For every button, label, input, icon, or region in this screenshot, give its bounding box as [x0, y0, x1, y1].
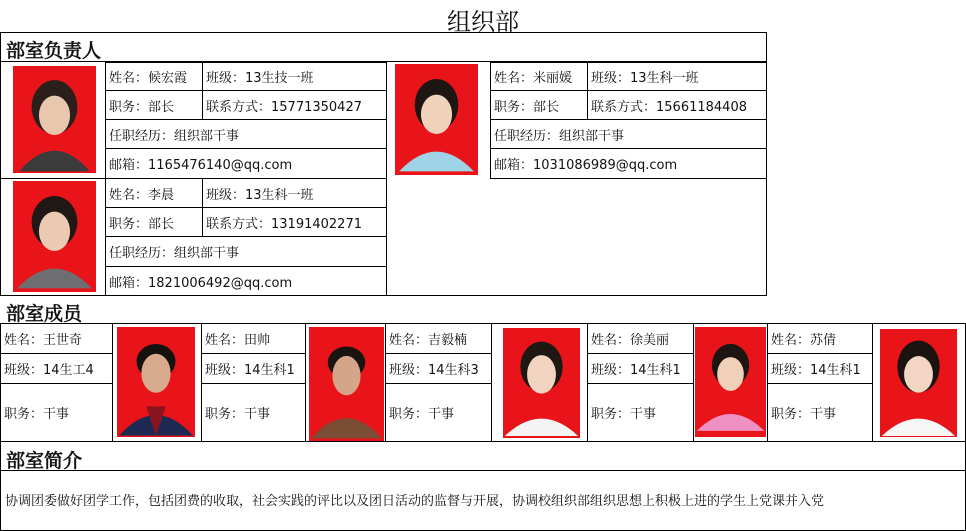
leader-3-contact: 联系方式：13191402271 [202, 207, 387, 237]
leader-1-class: 班级：13生技一班 [202, 62, 387, 91]
leader-2-name: 姓名：米丽媛 [490, 62, 588, 91]
intro-section-heading: 部室简介 [6, 450, 83, 472]
member-2-name: 姓名：田帅 [201, 323, 306, 354]
member-4-role: 职务：干事 [587, 383, 694, 442]
leader-3-role: 职务：部长 [105, 207, 203, 237]
member-5-name: 姓名：苏倩 [767, 323, 873, 354]
page-title: 组织部 [447, 8, 519, 36]
leader-1-role: 职务：部长 [105, 90, 203, 120]
member-3-name: 姓名：吉毅楠 [385, 323, 492, 354]
member-2-class: 班级：14生科1 [201, 353, 306, 384]
member-2-role: 职务：干事 [201, 383, 306, 442]
leader-1-email: 邮箱：1165476140@qq.com [105, 148, 387, 179]
member-4-class: 班级：14生科1 [587, 353, 694, 384]
member-1-role: 职务：干事 [0, 383, 113, 442]
leader-2-history: 任职经历：组织部干事 [490, 119, 767, 149]
member-3-class: 班级：14生科3 [385, 353, 492, 384]
member-photo-5 [880, 329, 957, 437]
leader-2-role: 职务：部长 [490, 90, 588, 120]
member-1-class: 班级：14生工4 [0, 353, 113, 384]
leader-3-email: 邮箱：1821006492@qq.com [105, 266, 387, 296]
leader-2-class: 班级：13生科一班 [587, 62, 767, 91]
leader-2-email: 邮箱：1031086989@qq.com [490, 148, 767, 179]
intro-text: 协调团委做好团学工作，包括团费的收取，社会实践的评比以及团日活动的监督与开展，协调校组织部组织思想上积极上进的学生上党课并入党 [5, 494, 825, 509]
members-section-heading: 部室成员 [6, 303, 83, 325]
member-photo-2 [309, 327, 384, 442]
leader-2-contact: 联系方式：15661184408 [587, 90, 767, 120]
leaders-section-heading: 部室负责人 [6, 40, 102, 62]
leader-1-history: 任职经历：组织部干事 [105, 119, 387, 149]
member-4-name: 姓名：徐美丽 [587, 323, 694, 354]
member-photo-1 [117, 327, 195, 437]
leader-3-history: 任职经历：组织部干事 [105, 236, 387, 267]
intro-table [0, 441, 966, 531]
member-5-role: 职务：干事 [767, 383, 873, 442]
leader-1-name: 姓名：候宏霞 [105, 62, 203, 91]
leader-photo-3 [13, 181, 96, 292]
leader-3-name: 姓名：李晨 [105, 178, 203, 208]
leader-3-class: 班级：13生科一班 [202, 178, 387, 208]
leader-photo-1 [13, 66, 96, 173]
member-5-class: 班级：14生科1 [767, 353, 873, 384]
member-photo-4 [695, 327, 766, 437]
member-photo-3 [503, 328, 580, 438]
leader-photo-2 [395, 64, 478, 175]
leader-1-contact: 联系方式：15771350427 [202, 90, 387, 120]
member-1-name: 姓名：王世奇 [0, 323, 113, 354]
divider [0, 470, 966, 471]
member-3-role: 职务：干事 [385, 383, 492, 442]
